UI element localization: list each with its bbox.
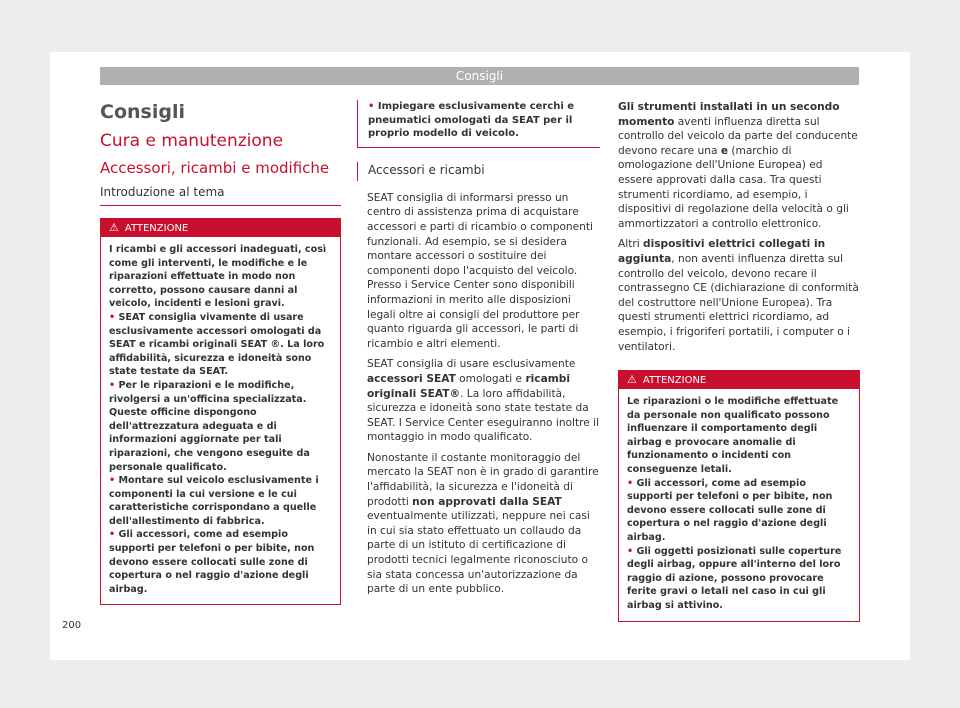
chapter-title: Consigli — [100, 101, 185, 123]
warning-box — [618, 370, 860, 622]
bullet-icon: • — [368, 101, 378, 112]
warning-bullet — [109, 379, 332, 474]
bullet-icon: • — [627, 545, 637, 557]
warning-continuation — [357, 100, 600, 148]
warning-triangle-icon: ⚠ — [627, 373, 637, 387]
bullet-icon: • — [109, 475, 119, 487]
column-1 — [100, 100, 341, 605]
warning-header — [101, 219, 340, 237]
warning-label: ATTENZIONE — [642, 375, 707, 387]
warning-triangle-icon: ⚠ — [109, 221, 119, 234]
text-run: omologati e — [455, 372, 526, 385]
paragraph — [367, 357, 600, 445]
topic-title: Introduzione al tema — [100, 184, 341, 206]
warning-bullet — [109, 528, 332, 596]
text-run: Nonostante il costante monitoraggio del mercato la SEAT non è in grado di garantire l'affidabilità, la sicurezza e l'idoneità di prodotti — [367, 451, 599, 508]
bold-text: dispositivi elettrici collegati in aggiunta — [618, 238, 826, 265]
warning-intro: I ricambi e gli accessori inadeguati, così come gli interventi, le modifiche e le riparazioni effettuate in modo non corretto, possono causare danni al veicolo, incidenti e lesioni gravi. — [109, 244, 327, 310]
warning-bullet-text: SEAT consiglia vivamente di usare esclusivamente accessori omologati da SEAT e ricambi originali SEAT ®. La loro affidabilità, sicurezza e idoneità sono state testate da SEAT. — [109, 311, 325, 378]
bullet-icon: • — [109, 379, 119, 391]
paragraph: SEAT consiglia di informarsi presso un centro di assistenza prima di acquistare accessori e parti di ricambio o componenti funzionali. Ad esempio, se si desidera montare accessori o sostituire dei componenti dopo l'acquisto del veicolo. Presso i Service Center sono disponibili informazioni in merito alle disposizioni legali oltre ai consigli del produttore per quanto riguarda gli accessori, le parti di ricambio e altri elementi. — [367, 191, 593, 350]
warning-bullet-text: Gli oggetti posizionati sulle coperture degli airbag, oppure all'interno del loro raggio di azione, possono provocare ferite gravi o letali nel caso in cui gli airbag si attivino. — [627, 545, 842, 611]
text-run: . La loro affidabilità, sicurezza e idoneità sono state testate da SEAT. I Service Center eseguiranno inoltre il montaggio in modo qualificato. — [367, 387, 600, 444]
bold-text: accessori SEAT — [367, 372, 456, 385]
warning-bullet — [627, 477, 851, 545]
section-heading: Accessori e ricambi — [357, 162, 600, 181]
subsection-title: Accessori, ricambi e modifiche — [100, 159, 330, 177]
text-run: SEAT consiglia di usare esclusivamente — [367, 358, 576, 371]
column-2 — [357, 100, 600, 597]
paragraph — [367, 451, 600, 597]
warning-body — [619, 389, 859, 621]
bold-text: Gli strumenti installati in un secondo momento — [618, 101, 840, 128]
text-run: Altri — [618, 238, 644, 251]
warning-bullet-text: Gli accessori, come ad esempio supporti per telefoni o per bibite, non devono essere collocati sulle zone di copertura o nel raggio d'azione degli airbag. — [109, 529, 315, 595]
warning-label: ATTENZIONE — [124, 223, 189, 234]
text-run: aventi influenza diretta sul controllo del veicolo da parte del conducente devono recare una — [618, 115, 858, 157]
column-3 — [618, 100, 860, 622]
bullet-icon: • — [627, 477, 637, 489]
warning-body — [101, 237, 340, 604]
warning-bullet-text: Gli accessori, come ad esempio supporti per telefoni o per bibite, non devono essere collocati sulle zone di copertura o nel raggio d'azione degli airbag. — [627, 477, 833, 544]
warning-bullet — [109, 474, 332, 528]
paragraph — [618, 237, 860, 354]
warning-header — [619, 371, 859, 389]
bold-text: ricambi originali SEAT® — [367, 372, 570, 400]
running-header: Consigli — [100, 67, 859, 85]
warning-bullet — [627, 545, 851, 613]
warning-intro: Le riparazioni o le modifiche effettuate da personale non qualificato possono influenzare il comportamento degli airbag e provocare anomalie di funzionamento o incidenti con conseguenze letali. — [627, 396, 839, 476]
section-title: Cura e manutenzione — [100, 131, 284, 151]
bullet-icon: • — [109, 311, 119, 323]
warning-bullet-text: Montare sul veicolo esclusivamente i componenti la cui versione e le cui caratteristiche corrispondano a quelle dell'allestimento di fabbrica. — [109, 475, 319, 527]
text-run: , non aventi influenza diretta sul controllo del veicolo, devono recare il contrassegno CE (dichiarazione di conformità del costruttore nell'Unione Europea). Tra questi strumenti elettrici ricordiamo, ad esempio, i frigoriferi portatili, i computer o i ventilatori. — [618, 252, 859, 353]
warning-bullet — [109, 311, 332, 379]
page-number: 200 — [62, 620, 82, 631]
warning-bullet-text: Per le riparazioni e le modifiche, rivolgersi a un'officina specializzata. Queste officine dispongono dell'attrezzatura adeguata e di informazioni aggiornate per tali riparazioni, che vengono eseguite da personale qualificato. — [109, 379, 310, 473]
warning-bullet-text: Impiegare esclusivamente cerchi e pneumatici omologati da SEAT per il proprio modello di veicolo. — [368, 101, 575, 140]
bullet-icon: • — [109, 529, 119, 541]
paragraph — [618, 100, 860, 231]
text-run: (marchio di omologazione dell'Unione Europea) ed essere approvati dalla casa. Tra questi strumenti ricordiamo, ad esempio, i dispositivi di regolazione della velocità o gli ammortizzatori a controllo elettronico. — [618, 144, 849, 230]
bold-text: non approvati dalla SEAT — [412, 495, 562, 508]
text-run: eventualmente utilizzati, neppure nei casi in cui sia stato effettuato un collaudo da parte di un istituto di certificazione di prodotti tecnici legalmente riconosciuto o sia stata concessa un'autorizzazione da parte di un ente pubblico. — [367, 510, 590, 596]
warning-box — [100, 218, 341, 605]
bold-text: e — [720, 144, 728, 157]
